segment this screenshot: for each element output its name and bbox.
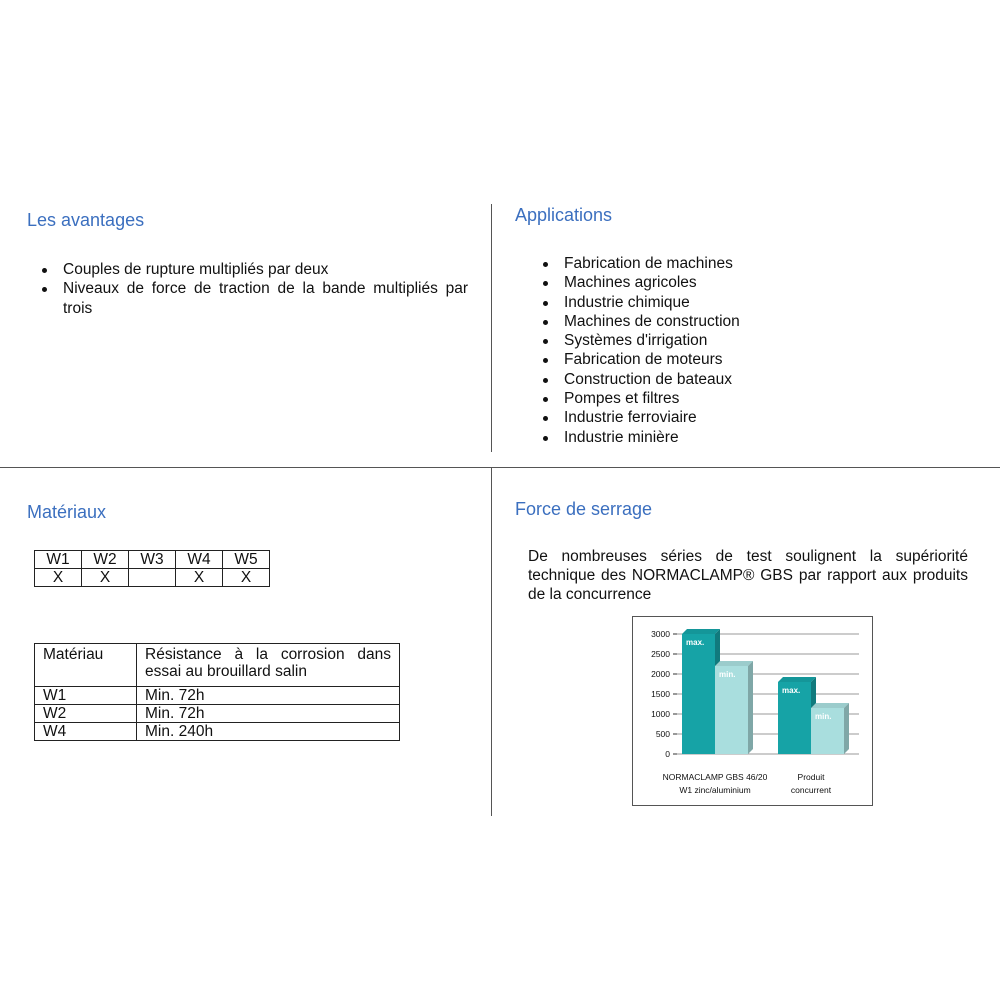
bar	[682, 634, 715, 754]
avantage-item: Couples de rupture multipliés par deux	[38, 260, 468, 279]
grade-header-cell: W3	[129, 551, 176, 569]
avantage-item: Niveaux de force de traction de la bande multipliés par trois	[38, 279, 468, 318]
bar-top	[715, 661, 753, 666]
table-row	[35, 687, 400, 705]
grade-header-cell: W1	[35, 551, 82, 569]
application-item: Construction de bateaux	[539, 370, 859, 389]
applications-heading: Applications	[515, 205, 613, 225]
application-item: Fabrication de moteurs	[539, 350, 859, 369]
resistance-value-cell: Min. 240h	[137, 723, 400, 741]
grade-header-cell: W4	[176, 551, 223, 569]
vertical-divider-bottom	[491, 468, 492, 816]
chart-svg	[633, 617, 872, 805]
bar-data-label: max.	[686, 638, 705, 647]
resistance-material-cell: W4	[35, 723, 137, 741]
vertical-divider-top	[491, 204, 492, 452]
bar-side	[748, 661, 753, 754]
resistance-header-row	[35, 644, 400, 687]
resistance-header-corrosion: Résistance à la corrosion dans essai au brouillard salin	[137, 644, 400, 687]
bar-side	[844, 703, 849, 754]
force-heading: Force de serrage	[515, 499, 653, 519]
resistance-header-material: Matériau	[35, 644, 137, 687]
avantages-list	[38, 260, 468, 318]
grade-header-cell: W2	[82, 551, 129, 569]
bar-data-label: min.	[719, 670, 736, 679]
grades-value-row	[35, 569, 270, 587]
resistance-table	[34, 643, 400, 741]
bar-top	[811, 703, 849, 708]
y-tick-label: 2500	[651, 649, 670, 659]
y-tick-label: 3000	[651, 629, 670, 639]
force-intro-paragraph: De nombreuses séries de test soulignent la supériorité technique des NORMACLAMP® GBS par rapport aux produits de la concurrence	[528, 548, 968, 603]
clamping-force-chart	[632, 616, 873, 806]
bar-top	[682, 629, 720, 634]
application-item: Machines de construction	[539, 312, 859, 331]
x-category-label: W1 zinc/aluminium	[679, 785, 751, 795]
y-tick-label: 1000	[651, 709, 670, 719]
table-row	[35, 705, 400, 723]
y-tick-label: 500	[655, 729, 670, 739]
grade-value-cell: X	[82, 569, 129, 587]
bar-data-label: max.	[782, 686, 801, 695]
avantages-heading: Les avantages	[27, 210, 145, 230]
application-item: Industrie chimique	[539, 293, 859, 312]
application-item: Industrie minière	[539, 428, 859, 447]
resistance-value-cell: Min. 72h	[137, 687, 400, 705]
grade-value-cell: X	[35, 569, 82, 587]
grades-header-row	[35, 551, 270, 569]
y-tick-label: 0	[665, 749, 670, 759]
table-row	[35, 723, 400, 741]
applications-list	[539, 254, 859, 447]
grade-header-cell: W5	[223, 551, 270, 569]
grades-table	[34, 550, 270, 587]
y-tick-label: 1500	[651, 689, 670, 699]
resistance-material-cell: W1	[35, 687, 137, 705]
application-item: Systèmes d'irrigation	[539, 331, 859, 350]
application-item: Fabrication de machines	[539, 254, 859, 273]
x-category-label: NORMACLAMP GBS 46/20	[662, 772, 768, 782]
application-item: Machines agricoles	[539, 273, 859, 292]
grade-value-cell: X	[223, 569, 270, 587]
materiaux-heading: Matériaux	[27, 502, 107, 522]
x-category-label: Produit	[797, 772, 825, 782]
bar-data-label: min.	[815, 712, 832, 721]
horizontal-divider	[0, 467, 1000, 468]
application-item: Pompes et filtres	[539, 389, 859, 408]
grade-value-cell: X	[176, 569, 223, 587]
bar	[715, 666, 748, 754]
y-tick-label: 2000	[651, 669, 670, 679]
grade-value-cell	[129, 569, 176, 587]
resistance-material-cell: W2	[35, 705, 137, 723]
bar-top	[778, 677, 816, 682]
resistance-value-cell: Min. 72h	[137, 705, 400, 723]
application-item: Industrie ferroviaire	[539, 408, 859, 427]
x-category-label: concurrent	[790, 785, 832, 795]
